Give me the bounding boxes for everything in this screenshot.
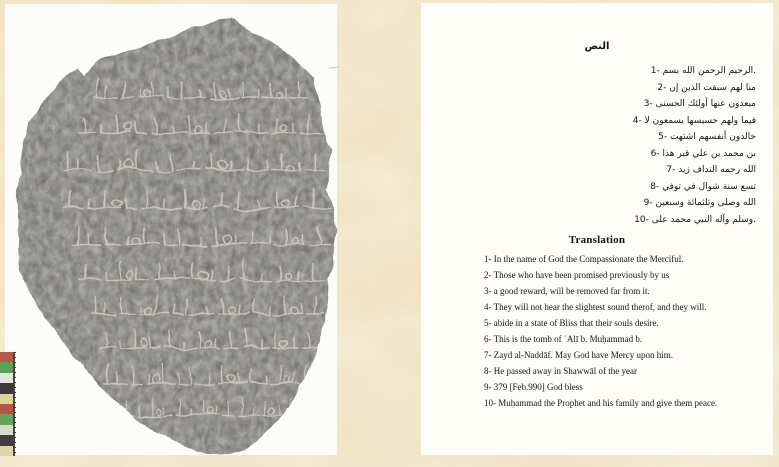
translation-line: 9- 379 [Feb.990] God bless	[484, 382, 583, 392]
arabic-text-line: 8- توفي في شوال سنة تسع	[650, 181, 756, 192]
color-scale-block	[0, 446, 13, 456]
arabic-text-line: 5- اشتهت أنفسهم خالدون	[658, 132, 756, 142]
tombstone-image	[5, 4, 337, 455]
scale-ruler-ticks	[13, 352, 16, 456]
arabic-text-line: 3- الحسنى أولئك عنها مبعدون	[643, 99, 756, 109]
color-scale-block	[0, 383, 13, 393]
translation-block	[484, 251, 763, 411]
arabic-text-line: 9- وسبعين وثلثمائة وصلى الله	[643, 198, 756, 208]
arabic-section-title: النص	[584, 41, 610, 52]
color-scale-block	[0, 362, 13, 372]
arabic-text-block	[451, 63, 756, 228]
color-scale-block	[0, 404, 13, 414]
arabic-text-line: 10- على محمد النبي وآله وسلم.	[634, 214, 756, 225]
translation-line: 1- In the name of God the Compassionate the Merciful.	[484, 254, 684, 264]
arabic-text-line: 2- إن الذين سبقت لهم منا	[657, 82, 756, 93]
translation-line: 10- Muḥammad the Prophet and his family and give them peace.	[484, 398, 718, 408]
translation-line: 8- He passed away in Shawwāl of the year	[484, 366, 637, 376]
color-scale-block	[0, 414, 13, 424]
tombstone-photo-panel	[5, 4, 337, 455]
color-scale-block	[0, 352, 13, 362]
text-page	[421, 3, 773, 455]
translation-line: 7- Zayd al-Naddāf. May God have Mercy upon him.	[484, 350, 673, 360]
color-scale-block	[0, 425, 13, 435]
translation-line: 5- abide in a state of Bliss that their souls desire.	[484, 318, 659, 328]
arabic-text-line: 4- لا يسمعون حسيسها ولهم فيما	[632, 115, 756, 126]
translation-line: 6- This is the tomb of ʿAlī b. Muḥammad b.	[484, 334, 643, 344]
translation-title: Translation	[568, 234, 626, 246]
arabic-text-line: 1- بسم الله الرحمن الرحيم.	[650, 66, 756, 76]
translation-line: 2- Those who have been promised previously by us	[484, 270, 670, 280]
arabic-text-line: 6- هذا قبر علي بن محمد بن	[650, 148, 756, 159]
color-scale-block	[0, 435, 13, 445]
arabic-text-line: 7- زيد النداف رحمه الله	[666, 165, 756, 175]
stone-shape	[5, 4, 337, 455]
translation-line: 4- They will not hear the slightest sound therof, and they will.	[484, 302, 707, 312]
color-scale-block	[0, 373, 13, 383]
color-scale-block	[0, 394, 13, 404]
translation-line: 3- a good reward, will be removed far from it.	[484, 286, 650, 296]
